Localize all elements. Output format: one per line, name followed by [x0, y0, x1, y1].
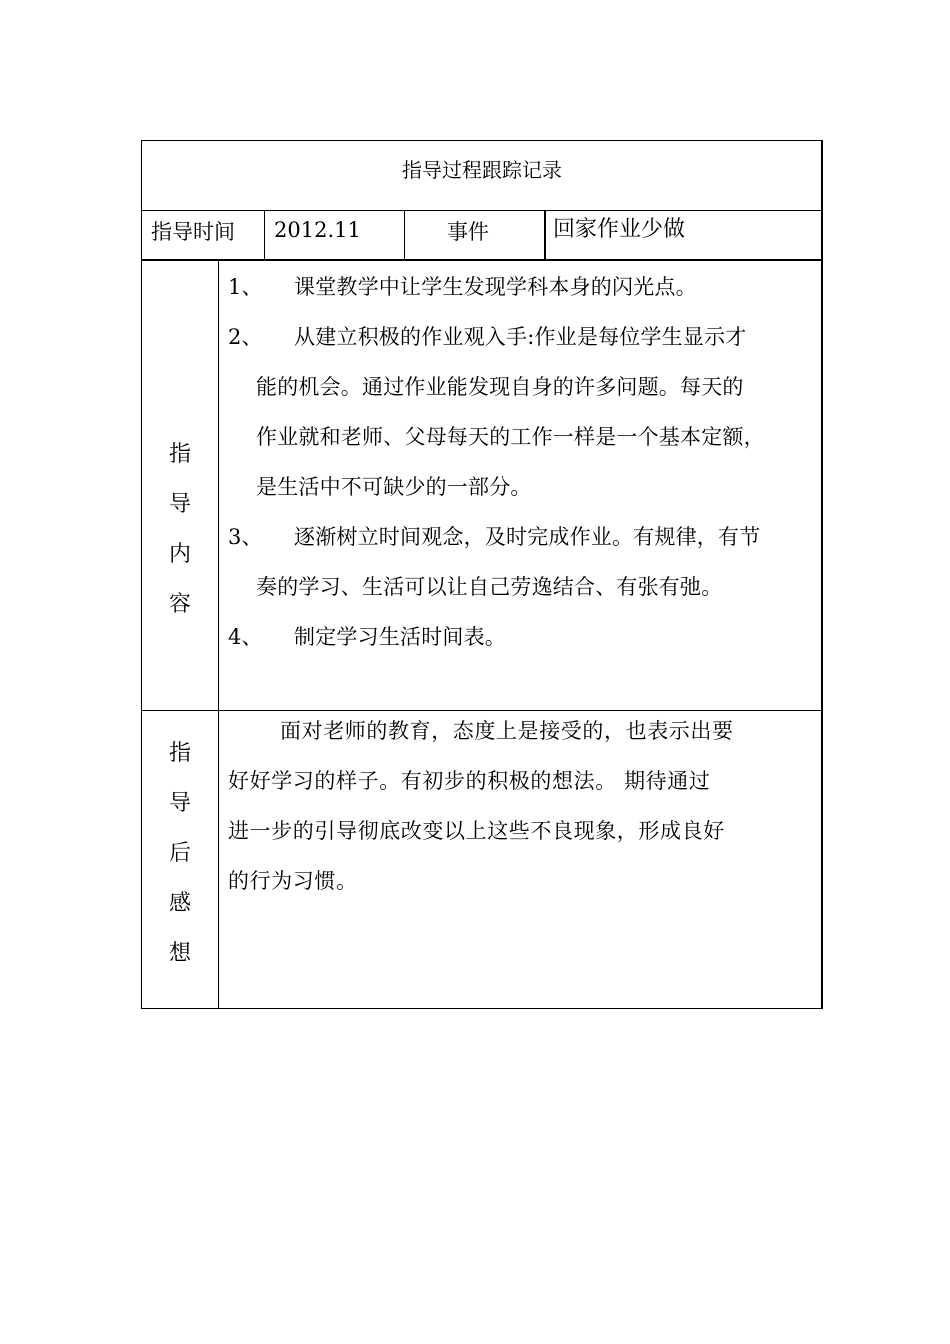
reflection-line: 面对老师的教育，态度上是接受的，也表示出要	[280, 719, 734, 743]
label-char: 内	[168, 542, 191, 567]
list-item-text: 从建立积极的作业观入手:作业是每位学生显示才	[294, 325, 747, 349]
guidance-content-list	[228, 262, 818, 662]
list-item-number: 4、	[228, 625, 263, 649]
reflection-line: 的行为习惯。	[228, 869, 358, 893]
label-char: 指	[168, 442, 191, 467]
reflection-line: 进一步的引导彻底改变以上这些不良现象，形成良好	[228, 819, 725, 843]
list-item-text: 逐渐树立时间观念，及时完成作业。有规律，有节	[294, 525, 761, 549]
label-char: 感	[168, 891, 191, 916]
list-item-number: 1、	[228, 275, 263, 299]
label-char: 想	[168, 941, 191, 966]
header-col-divider-1	[264, 210, 265, 260]
reflection-text	[228, 706, 818, 906]
list-item-text: 制定学习生活时间表。	[294, 625, 506, 649]
list-item	[228, 262, 818, 312]
reflection-line: 好好学习的样子。有初步的积极的想法。 期待通过	[228, 769, 711, 793]
label-char: 指	[168, 741, 191, 766]
label-char: 导	[168, 791, 191, 816]
list-item-continuation: 作业就和老师、父母每天的工作一样是一个基本定额，	[256, 425, 765, 449]
label-char: 后	[168, 841, 191, 866]
list-item-continuation: 是生活中不可缺少的一部分。	[256, 475, 532, 499]
event-label: 事件	[447, 220, 489, 244]
label-char: 容	[168, 592, 191, 617]
header-col-divider-3	[544, 210, 546, 260]
event-value: 回家作业少做	[553, 217, 686, 242]
time-value: 2012.11	[274, 218, 361, 242]
list-item-text: 课堂教学中让学生发现学科本身的闪光点。	[294, 275, 697, 299]
list-item	[228, 512, 818, 562]
list-item	[228, 612, 818, 662]
header-row-divider	[141, 259, 823, 261]
reflection-section-label	[141, 729, 219, 979]
label-char: 导	[168, 492, 191, 517]
list-item-continuation: 能的机会。通过作业能发现自身的许多问题。每天的	[256, 375, 744, 399]
header-col-divider-2	[404, 210, 405, 260]
time-label: 指导时间	[151, 220, 235, 244]
list-item-continuation: 奏的学习、生活可以让自己劳逸结合、有张有弛。	[256, 575, 723, 599]
content-section-label	[141, 430, 219, 630]
list-item	[228, 312, 818, 362]
list-item-number: 3、	[228, 525, 263, 549]
list-item-number: 2、	[228, 325, 263, 349]
title-row-divider	[141, 210, 823, 211]
table-title: 指导过程跟踪记录	[402, 158, 562, 182]
